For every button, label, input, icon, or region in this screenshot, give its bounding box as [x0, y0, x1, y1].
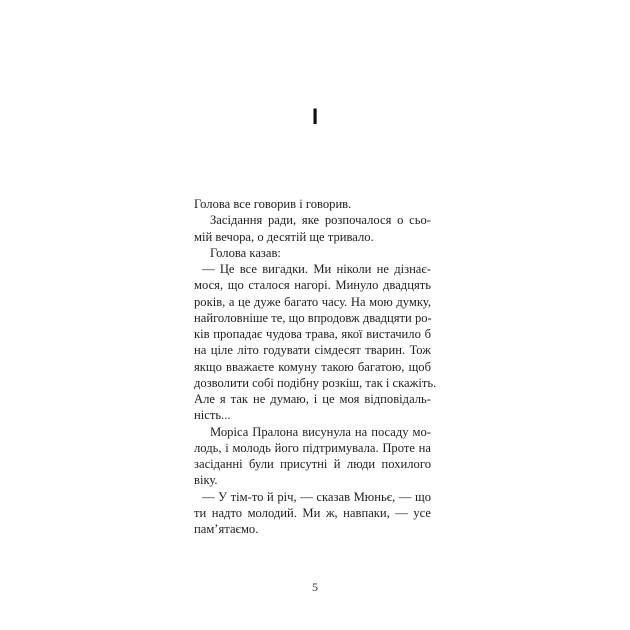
text-line: засіданні були присутні й люди похилого [194, 457, 431, 471]
text-line: Голова все говорив і говорив. [194, 197, 352, 211]
text-line: найголовніше те, що впродовж двадцяти ро- [194, 310, 432, 325]
text-line: лодь, і молодь його підтримувала. Проте на [194, 440, 431, 455]
text-line: мося, що сталося нагорі. Минуло двадцять [194, 278, 431, 293]
text-line: віку. [194, 473, 218, 488]
text-line: Але я так не думаю, і це моя відповідаль- [194, 392, 431, 406]
text-line: Засідання ради, яке розпочалося о сьо- [210, 213, 431, 228]
text-line: років, а це дуже багато часу. На мою думку, [194, 294, 431, 309]
text-line: Голова казав: [210, 245, 281, 260]
text-line: ків пропадає чудова трава, якої вистачило б [194, 327, 431, 341]
page-number: 5 [312, 580, 318, 594]
text-line: — Це все вигадки. Ми ніколи не дізнає- [202, 262, 431, 276]
text-line: мій вечора, о десятій ще тривало. [194, 229, 374, 244]
text-line: Моріса Пралона висунула на посаду мо- [210, 424, 431, 439]
text-line: пам’ятаємо. [194, 522, 259, 536]
body-text [194, 196, 437, 537]
text-line: ність... [194, 408, 231, 423]
text-line: — У тім-то й річ, — сказав Мюньє, — що [202, 489, 431, 504]
text-line: якщо вважаєте комуну такою багатою, щоб [194, 359, 431, 374]
text-line: дозволити собі подібну розкіш, так і скажіть. [194, 375, 437, 390]
chapter-heading: I [311, 104, 319, 129]
text-line: на ціле літо годувати сімдесят тварин. Тож [194, 343, 431, 358]
text-line: ти надто молодий. Ми ж, навпаки, — усе [194, 505, 431, 520]
